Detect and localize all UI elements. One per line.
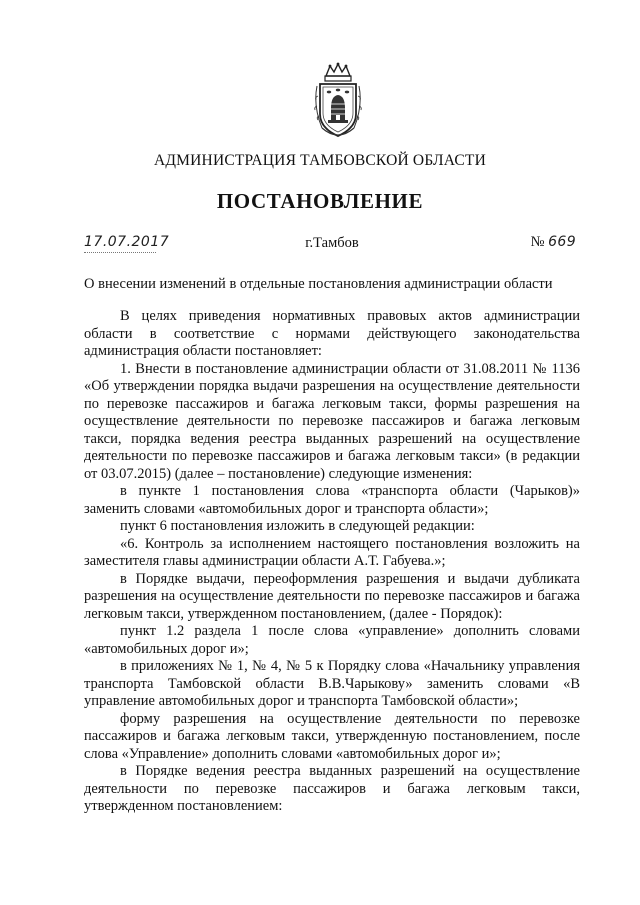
body-paragraph: в пункте 1 постановления слова «транспорта области (Чарыков)» заменить словами «автомобильных дорог и транспорта области»; xyxy=(84,483,580,517)
handwritten-number: 669 xyxy=(548,234,576,250)
body-paragraph: В целях приведения нормативных правовых актов администрации области в соответствие с нормами действующего законодательства администрация области постановляет: xyxy=(84,308,580,359)
body-paragraph: в приложениях № 1, № 4, № 5 к Порядку слова «Начальнику управления транспорта Тамбовской области В.В.Чарыкову» заменить словами «В управление автомобильных дорог и транспорта Тамбовской области»; xyxy=(84,658,580,709)
body-paragraph: пункт 1.2 раздела 1 после слова «управление» дополнить словами «автомобильных дорог и»; xyxy=(84,623,580,657)
tambov-coat-of-arms-icon xyxy=(312,62,364,142)
number-sign: № xyxy=(530,234,545,250)
body-paragraph: форму разрешения на осуществление деятельности по перевозке пассажиров и багажа легковым такси, утвержденную постановлением, после слова «Управление» дополнить словами «автомобильных дорог и»; xyxy=(84,710,580,762)
body-paragraph: «6. Контроль за исполнением настоящего постановления возложить на заместителя главы администрации области А.Т. Габуева.»; xyxy=(84,535,580,569)
date-underline xyxy=(84,252,156,253)
organization-name: АДМИНИСТРАЦИЯ ТАМБОВСКОЙ ОБЛАСТИ xyxy=(154,152,486,169)
body-paragraph: в Порядке ведения реестра выданных разрешений на осуществление деятельности по перевозке пассажиров и багажа легковым такси, утвержденном постановлением: xyxy=(84,763,580,814)
city-name: г.Тамбов xyxy=(305,235,359,251)
document-number xyxy=(531,234,576,251)
body-paragraph: пункт 6 постановления изложить в следующей редакции: xyxy=(120,518,475,534)
body-paragraph: 1. Внести в постановление администрации области от 31.08.2011 № 1136 «Об утверждении порядка выдачи разрешения на осуществление деятельности по перевозке пассажиров и багажа легковым такси, формы разрешения на осуществление деятельности по перевозке пассажиров и багажа легковым такси, порядка ведения реестра выданных разрешений на осуществление деятельности по перевозке пассажиров и багажа легковым такси» (в редакции от 03.07.2015) (далее – постановление) следующие изменения: xyxy=(84,360,580,482)
document-subject: О внесении изменений в отдельные постановления администрации области xyxy=(84,276,553,292)
body-paragraph: в Порядке выдачи, переоформления разрешения и выдачи дубликата разрешения на осуществление деятельности по перевозке пассажиров и багажа легковым такси, утвержденном постановлением, (далее - Порядок): xyxy=(84,570,580,622)
document-title: ПОСТАНОВЛЕНИЕ xyxy=(216,189,424,213)
handwritten-date: 17.07.2017 xyxy=(84,234,170,250)
document-meta-row xyxy=(84,234,580,258)
document-body xyxy=(84,308,580,816)
